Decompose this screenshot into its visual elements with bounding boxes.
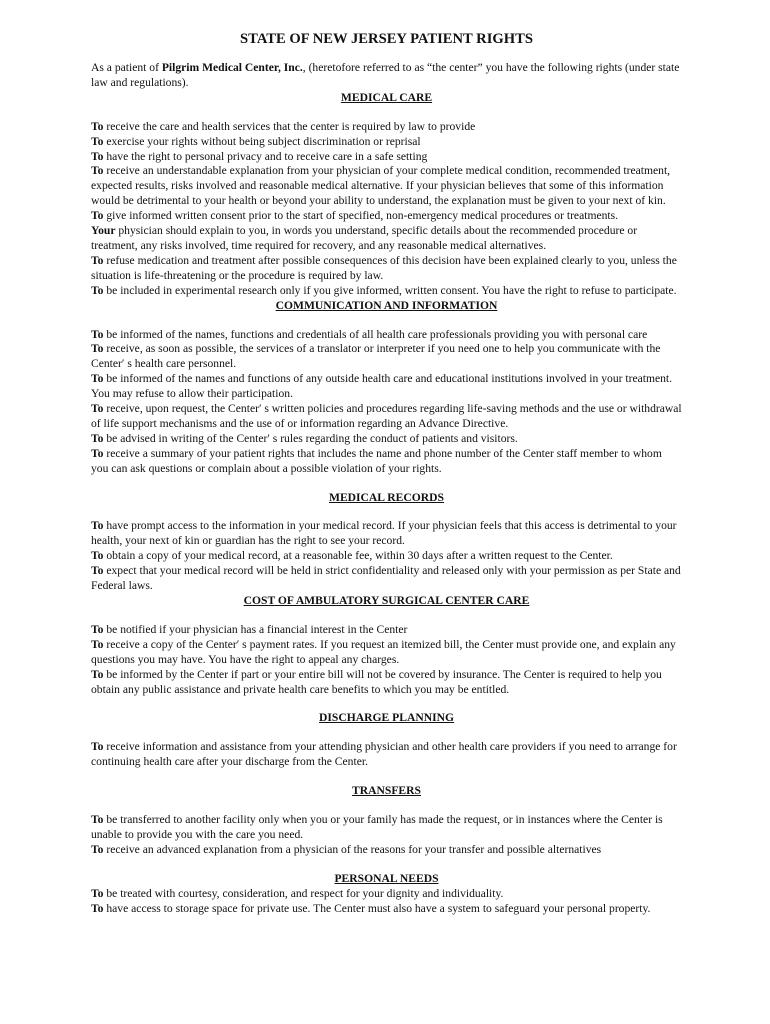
section-personal-needs <box>91 872 682 917</box>
list-item <box>91 328 682 343</box>
intro-after: , (heretofore referred to as “the center” you have the following rights (under state law and regulations). <box>91 61 680 89</box>
item-lead: To <box>91 372 104 386</box>
intro-paragraph <box>91 61 682 91</box>
list-item <box>91 668 682 698</box>
item-lead: To <box>91 342 104 356</box>
item-text: receive an understandable explanation from your physician of your complete medical condition, recommended treatment, expected results, risks involved and reasonable medical alternative. If your physician believes that some of this information would be detrimental to your health or beyond your ability to understand, the explanation must be given to your next of kin. <box>91 164 671 208</box>
item-text: give informed written consent prior to the start of specified, non-emergency medical procedures or treatments. <box>103 209 619 223</box>
list-item <box>91 549 682 564</box>
list-item <box>91 164 682 209</box>
item-text: be advised in writing of the Center′ s rules regarding the conduct of patients and visitors. <box>103 431 518 445</box>
list-item <box>91 342 682 372</box>
list-item <box>91 843 682 858</box>
item-lead: To <box>91 564 104 578</box>
item-text: have the right to personal privacy and to receive care in a safe setting <box>103 149 428 163</box>
item-lead: To <box>91 740 104 754</box>
item-lead: To <box>91 549 104 563</box>
item-text: receive a copy of the Center′ s payment rates. If you request an itemized bill, the Center must provide one, and explain any questions you may have. You have the right to appeal any charges. <box>91 637 676 666</box>
intro-before: As a patient of <box>91 61 162 74</box>
list-item <box>91 150 682 165</box>
item-lead: To <box>91 446 104 460</box>
list-item <box>91 447 682 477</box>
list-item <box>91 120 682 135</box>
item-text: physician should explain to you, in words you understand, specific details about the recommended procedure or treatment, any risks involved, time required for recovery, and any reasonable medical alternatives. <box>91 224 638 252</box>
center-name: Pilgrim Medical Center, Inc. <box>161 61 303 74</box>
item-text: receive the care and health services that the center is required by law to provide <box>103 119 476 133</box>
item-text: be informed by the Center if part or your entire bill will not be covered by insurance. The Center is required to help you obtain any public assistance and private health care benefits to which you may be entitled. <box>91 667 662 696</box>
section-discharge-planning <box>91 711 682 770</box>
item-lead: To <box>91 149 104 163</box>
list-item <box>91 519 682 549</box>
section-body <box>91 120 682 299</box>
section-heading: PERSONAL NEEDS <box>334 871 439 885</box>
item-text: refuse medication and treatment after possible consequences of this decision have been explained clearly to you, unless the situation is life-threatening or the procedure is required by law. <box>91 253 677 282</box>
item-text: receive a summary of your patient rights that includes the name and phone number of the Center staff member to whom you can ask questions or complain about a possible violation of your rights. <box>91 446 662 475</box>
section-heading: MEDICAL CARE <box>340 90 433 104</box>
item-text: expect that your medical record will be held in strict confidentiality and released only with your permission as per State and Federal laws. <box>91 564 681 593</box>
list-item <box>91 740 682 770</box>
list-item <box>91 372 682 402</box>
item-lead: To <box>91 667 104 681</box>
section-heading: COST OF AMBULATORY SURGICAL CENTER CARE <box>243 594 530 607</box>
list-item <box>91 564 682 594</box>
list-item <box>91 402 682 432</box>
item-text: exercise your rights without being subject discrimination or reprisal <box>103 134 421 148</box>
list-item <box>91 623 682 638</box>
item-lead: To <box>91 622 104 636</box>
item-lead: To <box>91 431 104 445</box>
item-lead: To <box>91 253 104 267</box>
section-communication-and-information <box>91 299 682 477</box>
item-lead: To <box>91 637 104 651</box>
section-medical-care <box>91 91 682 299</box>
item-text: receive an advanced explanation from a physician of the reasons for your transfer and possible alternatives <box>103 842 602 856</box>
item-text: have prompt access to the information in your medical record. If your physician feels that this access is detrimental to your health, your next of kin or guardian has the right to see your record. <box>91 519 677 548</box>
section-body <box>91 887 682 917</box>
item-lead: To <box>91 519 104 533</box>
item-lead: To <box>91 886 104 900</box>
item-lead: To <box>91 134 104 148</box>
section-cost-of-care <box>91 594 682 697</box>
section-body <box>91 740 682 770</box>
item-text: receive, upon request, the Center′ s written policies and procedures regarding life-saving methods and the use or withdrawal of life support mechanisms and the use of or information regarding an Advance Directive. <box>91 402 682 430</box>
section-transfers <box>91 784 682 858</box>
list-item <box>91 209 682 224</box>
item-text: be notified if your physician has a financial interest in the Center <box>103 622 408 636</box>
section-body <box>91 519 682 594</box>
list-item <box>91 887 682 902</box>
item-lead: To <box>91 209 104 223</box>
item-lead: To <box>91 402 104 416</box>
item-text: receive information and assistance from your attending physician and other health care providers if you need to arrange for continuing health care after your discharge from the Center. <box>91 740 677 769</box>
section-body <box>91 328 682 477</box>
list-item <box>91 224 682 254</box>
item-lead: To <box>91 842 104 856</box>
list-item <box>91 135 682 150</box>
list-item <box>91 432 682 447</box>
section-body <box>91 813 682 858</box>
section-heading: MEDICAL RECORDS <box>329 490 444 504</box>
item-lead: To <box>91 283 104 297</box>
item-text: be transferred to another facility only when you or your family has made the request, or in instances where the Center is unable to provide you with the care you need. <box>91 813 663 841</box>
item-text: have access to storage space for private use. The Center must also have a system to safeguard your personal property. <box>103 901 651 915</box>
list-item <box>91 813 682 843</box>
section-heading: DISCHARGE PLANNING <box>319 711 454 725</box>
item-lead: To <box>91 119 104 133</box>
item-text: obtain a copy of your medical record, at a reasonable fee, within 30 days after a written request to the Center. <box>103 549 613 563</box>
section-body <box>91 623 682 698</box>
item-lead: Your <box>91 224 116 238</box>
section-medical-records <box>91 491 682 594</box>
section-heading: COMMUNICATION AND INFORMATION <box>275 298 498 312</box>
page-title: STATE OF NEW JERSEY PATIENT RIGHTS <box>240 31 533 47</box>
item-lead: To <box>91 901 104 915</box>
list-item <box>91 902 682 917</box>
item-text: receive, as soon as possible, the services of a translator or interpreter if you need one to help you communicate with the Center′ s health care personnel. <box>91 342 661 371</box>
item-text: be included in experimental research only if you give informed, written consent. You have the right to refuse to participate. <box>103 283 677 297</box>
item-text: be informed of the names, functions and credentials of all health care professionals providing you with personal care <box>103 327 648 341</box>
item-lead: To <box>91 327 104 341</box>
item-text: be treated with courtesy, consideration, and respect for your dignity and individuality. <box>103 886 504 900</box>
section-heading: TRANSFERS <box>352 784 421 798</box>
item-lead: To <box>91 164 104 178</box>
list-item <box>91 254 682 284</box>
list-item <box>91 284 682 299</box>
item-text: be informed of the names and functions of any outside health care and educational institutions involved in your treatment. You may refuse to allow their participation. <box>91 372 673 401</box>
list-item <box>91 638 682 668</box>
item-lead: To <box>91 813 104 827</box>
